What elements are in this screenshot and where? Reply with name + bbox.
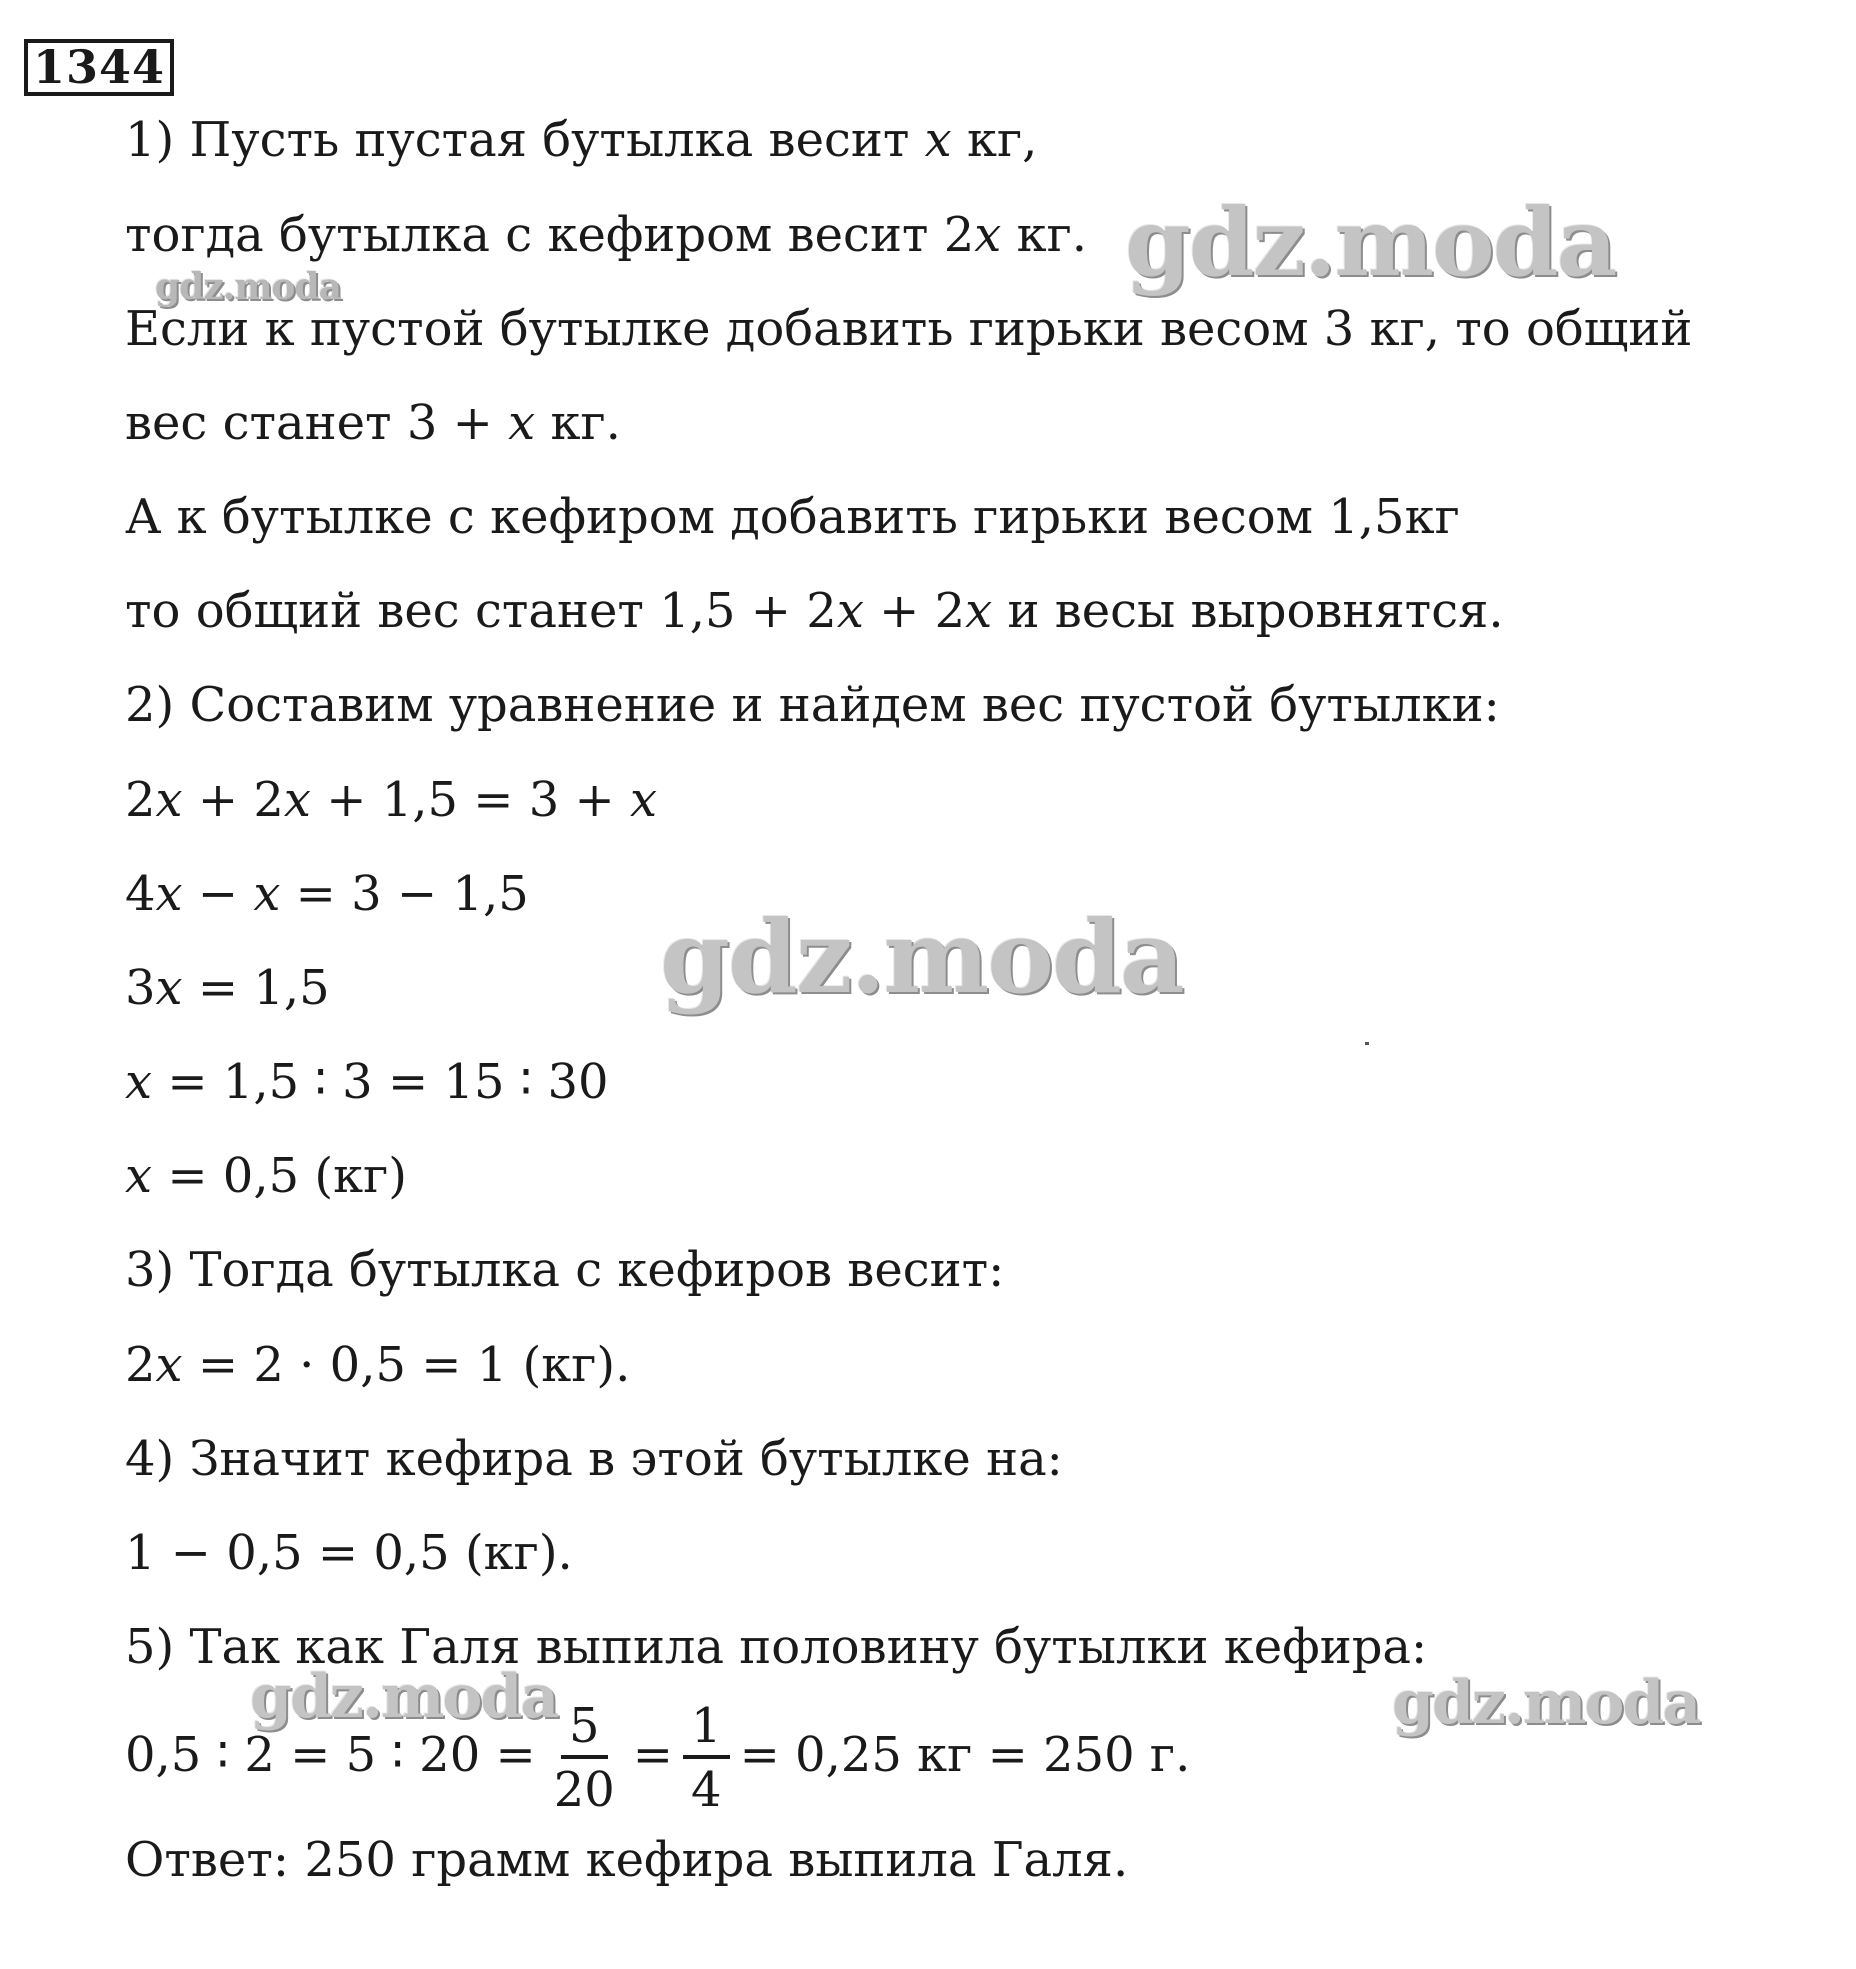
watermark: gdz.moda [660, 898, 1183, 1016]
fraction-1-4 [683, 1697, 730, 1821]
equation-line-3: 3𝑥 = 1,5 [125, 960, 330, 1016]
equation-line-1: 2𝑥 + 2𝑥 + 1,5 = 3 + 𝑥 [125, 772, 658, 828]
equation-line-5: 𝑥 = 0,5 (кг) [125, 1148, 407, 1204]
watermark: gdz.moda [250, 1662, 558, 1732]
fraction-equals: = [632, 1727, 674, 1783]
fraction-denominator: 20 [553, 1762, 615, 1818]
watermark: gdz.moda [1392, 1668, 1700, 1738]
solution-line-8: 3) Тогда бутылка с кефиров весит: [125, 1242, 1005, 1298]
solution-line-2: тогда бутылка с кефиром весит 2𝑥 кг. [125, 207, 1088, 263]
stray-dot [1365, 1042, 1369, 1045]
fraction-denominator: 4 [691, 1762, 722, 1818]
equation-line-4: 𝑥 = 1,5 ∶ 3 = 15 ∶ 30 [125, 1054, 609, 1110]
solution-line-5: А к бутылке с кефиром добавить гирьки весом 1,5кг [125, 489, 1460, 545]
problem-number: 1344 [24, 39, 174, 96]
answer-line: Ответ: 250 грамм кефира выпила Галя. [125, 1832, 1129, 1888]
fraction-suffix: = 0,25 кг = 250 г. [739, 1727, 1191, 1783]
equation-line-2: 4𝑥 − 𝑥 = 3 − 1,5 [125, 866, 529, 922]
equation-line-7: 1 − 0,5 = 0,5 (кг). [125, 1525, 573, 1581]
solution-line-1: 1) Пусть пустая бутылка весит 𝑥 кг, [125, 112, 1038, 168]
fraction-numerator: 1 [683, 1697, 730, 1759]
solution-line-9: 4) Значит кефира в этой бутылке на: [125, 1431, 1063, 1487]
solution-line-4: вес станет 3 + 𝑥 кг. [125, 395, 621, 451]
watermark: gdz.moda [155, 266, 341, 308]
solution-line-6: то общий вес станет 1,5 + 2𝑥 + 2𝑥 и весы выровнятся. [125, 583, 1504, 639]
watermark: gdz.moda [1125, 188, 1616, 298]
fraction-5-20 [546, 1697, 623, 1821]
solution-line-3: Если к пустой бутылке добавить гирьки весом 3 кг, то общий [125, 301, 1693, 357]
fraction-prefix: 0,5 ∶ 2 = 5 ∶ 20 = [125, 1727, 536, 1783]
equation-line-6: 2𝑥 = 2 · 0,5 = 1 (кг). [125, 1337, 631, 1393]
fraction-numerator: 5 [561, 1697, 608, 1759]
solution-line-7: 2) Составим уравнение и найдем вес пустой бутылки: [125, 677, 1500, 733]
solution-line-10: 5) Так как Галя выпила половину бутылки кефира: [125, 1619, 1428, 1675]
